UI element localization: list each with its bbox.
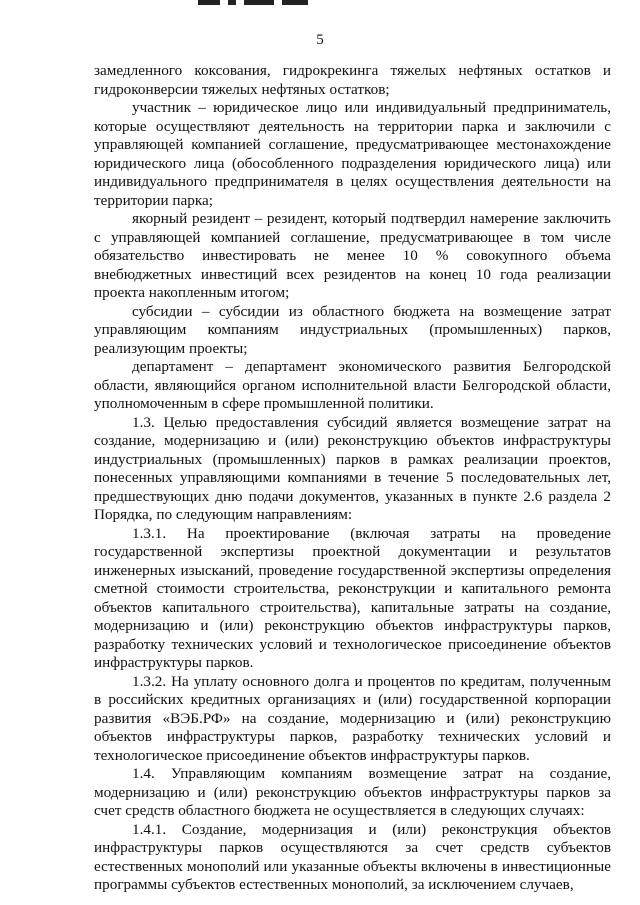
paragraph-department-definition: департамент – департамент экономического развития Белгородской области, являющийся органом исполнительной власти Белгородской области, уполномоченным в сфере промышленной политики. <box>94 358 611 412</box>
page-number: 5 <box>316 32 324 48</box>
document-body <box>94 62 611 895</box>
paragraph-1: замедленного коксования, гидрокрекинга тяжелых нефтяных остатков и гидроконверсии тяжелых нефтяных остатков; <box>94 62 611 98</box>
paragraph-1-3-2: 1.3.2. На уплату основного долга и процентов по кредитам, полученным в российских кредитных организациях и (или) государственной корпорации развития «ВЭБ.РФ» на создание, модернизацию и (или) реконструкцию объектов инфраструктуры парков, разработку технических условий и технологическое присоединение объектов инфраструктуры парков. <box>94 672 611 764</box>
top-scan-mark <box>198 0 318 6</box>
paragraph-anchor-resident-definition: якорный резидент – резидент, который подтвердил намерение заключить с управляющей компанией соглашение, предусматривающее в том числе обязательство инвестировать не менее 10 % совокупного объема внебюджетных инвестиций всех резидентов на конец 10 года реализации проекта накопленным итогом; <box>94 210 611 301</box>
paragraph-1-4-1: 1.4.1. Создание, модернизация и (или) реконструкция объектов инфраструктуры парков осуществляются за счет средств субъектов естественных монополий или указанные объекты включены в инвестиционные программы субъектов естественных монополий, за исключением случаев, <box>94 820 611 893</box>
paragraph-1-3-1: 1.3.1. На проектирование (включая затраты на проведение государственной экспертизы проектной документации и результатов инженерных изысканий, проведение государственной экспертизы определения сметной стоимости строительства, реконструкции и капитального ремонта объектов капитального строительства), капитальные затраты на создание, модернизацию и (или) реконструкцию объектов инфраструктуры парков, разработку технических условий и технологическое присоединение объектов инфраструктуры парков. <box>94 524 611 671</box>
paragraph-1-4: 1.4. Управляющим компаниям возмещение затрат на создание, модернизацию и (или) реконструкцию объектов инфраструктуры парков за счет средств областного бюджета не осуществляется в следующих случаях: <box>94 765 611 819</box>
paragraph-participant-definition: участник – юридическое лицо или индивидуальный предприниматель, которые осуществляют деятельность на территории парка и заключили с управляющей компанией соглашение, предусматривающее местонахождение юридического лица (обособленного подразделения юридического лица) или индивидуального предпринимателя в целях осуществления деятельности на территории парка; <box>94 99 611 209</box>
paragraph-subsidies-definition: субсидии – субсидии из областного бюджета на возмещение затрат управляющим компаниям индустриальных (промышленных) парков, реализующим проекты; <box>94 302 611 357</box>
paragraph-1-3: 1.3. Целью предоставления субсидий является возмещение затрат на создание, модернизацию и (или) реконструкцию объектов инфраструктуры индустриальных (промышленных) парков в рамках реализации проектов, понесенных управляющими компаниями в течение 5 последовательных лет, предшествующих дню подачи документов, указанных в пункте 2.6 раздела 2 Порядка, по следующим направлениям: <box>94 413 611 523</box>
